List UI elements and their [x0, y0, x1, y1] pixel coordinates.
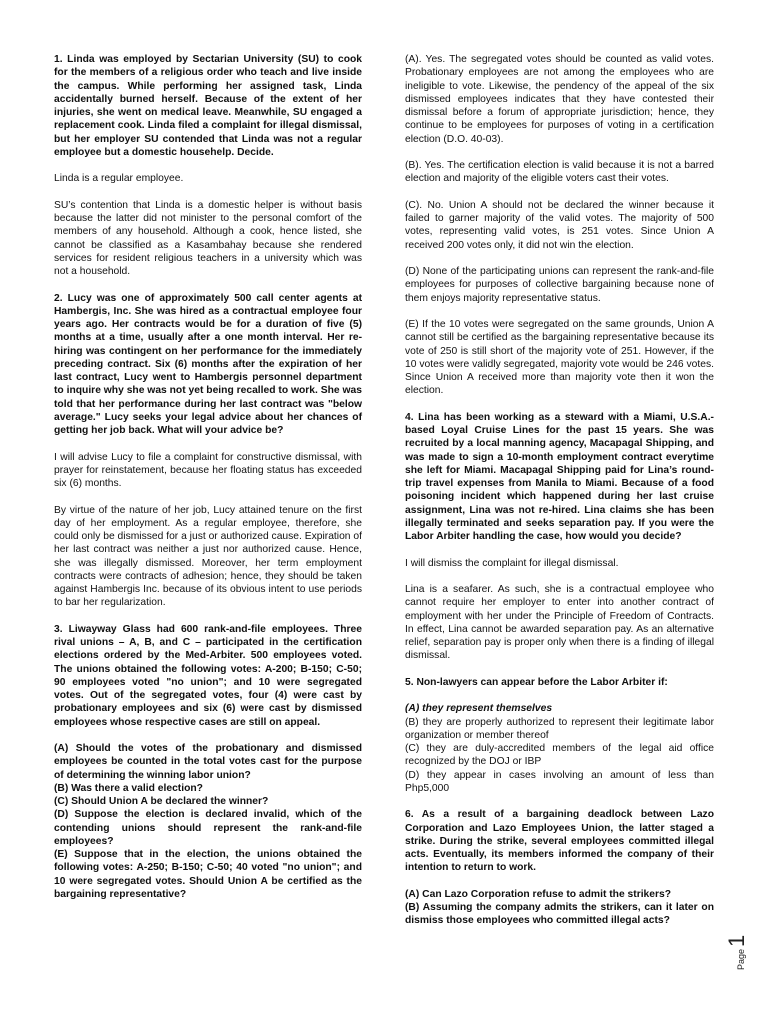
paragraph: Linda is a regular employee. [54, 173, 184, 185]
paragraph: 6. As a result of a bargaining deadlock between Lazo Corporation and Lazo Employees Union, the latter staged a strike. During the strike, several employees committed illegal acts. Eventually, its members informed the company of their intention to return to work. [405, 809, 714, 874]
paragraph: (B) Was there a valid election? [54, 782, 203, 794]
paragraph: (D) None of the participating unions can represent the rank-and-file employees for purposes of collective bargaining because none of them enjoys majority representative status. [405, 266, 714, 304]
paragraph: (A) they represent themselves [405, 703, 553, 715]
paragraph: 2. Lucy was one of approximately 500 call center agents at Hambergis, Inc. She was hired as a contractual employee four years ago. Her contracts would be for a duration of five (5) months at a time, usually after a one month interval. Her re-hiring was contingent on her performance for the immediately preceding contract. Six (6) months after the expiration of her last contract, Lucy went to Hambergis personnel department to inquire why she was not yet being recalled to work. She was told that her performance during her last contract was "below average." Lucy seeks your legal advice about her chances of getting her job back. What will your advice be? [54, 292, 362, 436]
paragraph: (A). Yes. The segregated votes should be counted as valid votes. Probationary employees are not among the employees who are ineligible to vote. Likewise, the pendency of the appeal of the six dismissed employees indicates that they have contested their dismissal before a forum of appropriate jurisdiction; hence, they continue to be employees for purposes of voting in a certification election (D.O. 40-03). [405, 54, 714, 145]
page-number [724, 934, 768, 970]
paragraph: (B). Yes. The certification election is valid because it is not a barred election and majority of the eligible voters cast their votes. [405, 160, 714, 185]
paragraph: 4. Lina has been working as a steward with a Miami, U.S.A.-based Loyal Cruise Lines for the past 15 years. She was recruited by a local manning agency, Macapagal Shipping, and was made to sign a 10-month employment contract everytime she left for Miami. Macapagal Shipping paid for Lina’s round-trip travel expenses from Manila to Miami. Because of a food poisoning incident which happened during her last cruise assignment, Lina was not re-hired. Lina claims she has been illegally terminated and seeks separation pay. If you were the Labor Arbiter handling the case, how would you decide? [405, 411, 714, 542]
page-label: Page [736, 948, 746, 970]
paragraph: Lina is a seafarer. As such, she is a contractual employee who cannot require her employer to enter into another contract of employment with her under the Principle of Freedom of Contracts. In effect, Lina cannot be awarded separation pay. As an alternative relief, separation pay is proper only when there is a finding of illegal dismissal. [405, 584, 714, 662]
paragraph: I will advise Lucy to file a complaint for constructive dismissal, with prayer for reinstatement, because her floating status has exceeded six (6) months. [54, 451, 362, 489]
paragraph: 1. Linda was employed by Sectarian University (SU) to cook for the members of a religious order who teach and live inside the campus. While performing her assigned task, Linda accidentally burned herself. Because of the extent of her injuries, she went on medical leave. Meanwhile, SU engaged a replacement cook. Linda filed a complaint for illegal dismissal, but her employer SU contended that Linda was not a regular employee but a domestic househelp. Decide. [54, 54, 362, 158]
paragraph: (A) Can Lazo Corporation refuse to admit the strikers? [405, 888, 672, 900]
paragraph: 3. Liwayway Glass had 600 rank-and-file employees. Three rival unions – A, B, and C – participated in the certification elections ordered by the Med-Arbiter. 500 employees voted. The unions obtained the following votes: A-200; B-150; C-50; 90 employees voted "no union"; and 10 were segregated votes. Out of the segregated votes, four (4) were cast by probationary employees and six (6) were cast by dismissed employees whose respective cases are still on appeal. [54, 623, 362, 728]
right-column [405, 53, 714, 928]
page-number-value: 1 [724, 934, 749, 947]
paragraph: (D) they appear in cases involving an amount of less than Php5,000 [405, 769, 714, 794]
paragraph: (E) If the 10 votes were segregated on the same grounds, Union A cannot still be certified as the bargaining representative because its vote of 250 is still short of the majority vote of 251. However, if the 10 votes were validly segregated, majority vote would be 246 votes. Since Union A received more than majority vote then it won the election. [405, 319, 714, 397]
paragraph: 5. Non-lawyers can appear before the Labor Arbiter if: [405, 676, 668, 688]
paragraph: By virtue of the nature of her job, Lucy attained tenure on the first day of her employment. As a regular employee, therefore, she could only be dismissed for a just or authorized cause. Expiration of her last contract was neither a just nor authorized cause. Hence, she was illegally dismissed. Moreover, her term employment contracts were contracts of adhesion; hence, they should be taken against Hambergis Inc. because of its obvious intent to use periods to bar her regularization. [54, 504, 362, 609]
paragraph: (E) Suppose that in the election, the unions obtained the following votes: A-250; B-150; C-50; 40 voted "no union"; and 10 were segregated votes. Should Union A be certified as the bargaining representative? [54, 849, 362, 900]
paragraph: (C) Should Union A be declared the winner? [54, 796, 269, 807]
paragraph: (B) they are properly authorized to represent their legitimate labor organization or member thereof [405, 716, 714, 741]
paragraph: (A) Should the votes of the probationary and dismissed employees be counted in the total votes cast for the purpose of determining the winning labor union? [54, 743, 362, 781]
left-column [54, 53, 362, 901]
paragraph: (D) Suppose the election is declared invalid, which of the contending unions should represent the rank-and-file employees? [54, 809, 362, 847]
paragraph: SU’s contention that Linda is a domestic helper is without basis because the latter did not minister to the personal comfort of the members of any household. Although a cook, hence listed, she cannot be classified as a Kasambahay because she rendered services for resident religious teachers in a university which was not a household. [54, 199, 362, 277]
paragraph: (C). No. Union A should not be declared the winner because it failed to garner majority of the valid votes. The majority of 500 votes, representing valid votes, is 251 votes. Since Union A received 200 votes only, it did not win the election. [405, 199, 714, 251]
paragraph: I will dismiss the complaint for illegal dismissal. [405, 557, 619, 569]
paragraph: (C) they are duly-accredited members of the legal aid office recognized by the DOJ or IBP [405, 743, 714, 768]
paragraph: (B) Assuming the company admits the strikers, can it later on dismiss those employees who committed illegal acts? [405, 902, 714, 927]
